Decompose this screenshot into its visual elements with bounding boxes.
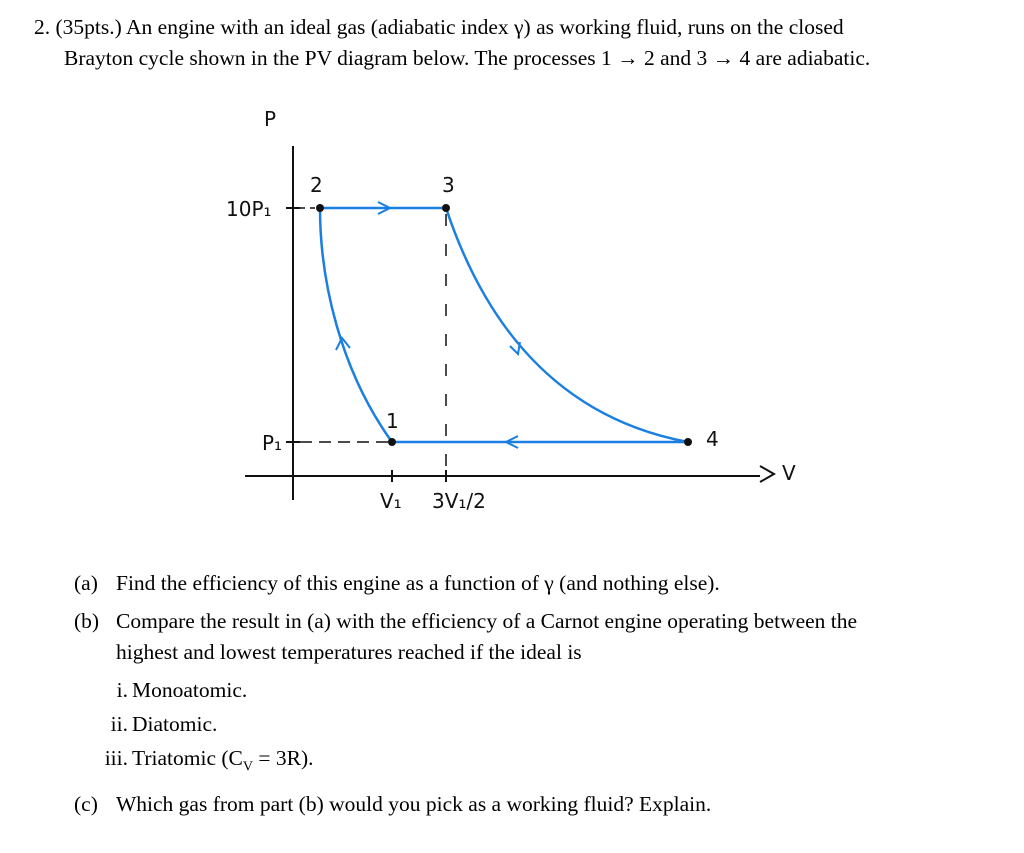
cycle-paths — [320, 202, 688, 448]
item-iii-text: Triatomic (C — [132, 746, 243, 770]
p-high-label: 10P₁ — [226, 197, 272, 221]
point-2-label: 2 — [310, 173, 323, 197]
item-ii-label: ii. — [110, 712, 128, 736]
part-b — [74, 606, 974, 668]
part-a-text: Find the efficiency of this engine as a function of γ (and nothing else). — [116, 571, 720, 595]
problem-line-1: An engine with an ideal gas (adiabatic index γ) as working fluid, runs on the closed — [126, 15, 844, 39]
part-b-text-1: Compare the result in (a) with the efficiency of a Carnot engine operating between the — [116, 609, 858, 633]
state-point-4 — [684, 438, 692, 446]
part-c — [74, 789, 974, 820]
part-c-label: (c) — [74, 792, 98, 817]
part-a — [74, 568, 974, 599]
item-ii-text: Diatomic. — [132, 712, 218, 736]
part-b-text-2: highest and lowest temperatures reached if the ideal is — [116, 640, 582, 664]
v3-label: 3V₁/2 — [432, 489, 486, 513]
item-i-text: Monoatomic. — [132, 678, 248, 702]
point-1-label: 1 — [386, 409, 399, 433]
state-point-2 — [316, 204, 324, 212]
v-axis-label: V — [782, 461, 796, 485]
item-iii-rest: = 3R). — [253, 746, 314, 770]
point-4-label: 4 — [706, 427, 719, 451]
p-low-label: P₁ — [262, 431, 283, 455]
state-point-3 — [442, 204, 450, 212]
problem-line-2: Brayton cycle shown in the PV diagram below. The processes 1 → 2 and 3 → 4 are adiabatic. — [64, 46, 871, 70]
p-axis-label: P — [264, 107, 277, 131]
process-3-4 — [446, 208, 688, 442]
problem-points: (35pts.) — [55, 15, 122, 39]
process-1-2 — [320, 208, 392, 442]
part-b-label: (b) — [74, 609, 100, 633]
item-iii-label: iii. — [104, 746, 128, 770]
part-b-item-ii — [74, 709, 974, 740]
item-i-label: i. — [116, 678, 128, 702]
point-3-label: 3 — [442, 173, 455, 197]
part-a-label: (a) — [74, 571, 98, 595]
problem-number: 2. — [34, 15, 51, 39]
v-axis-arrowhead — [760, 466, 774, 482]
v1-label: V₁ — [380, 489, 402, 513]
question-parts — [74, 568, 974, 827]
item-iii-subscript: V — [242, 759, 254, 775]
state-point-1 — [388, 438, 396, 446]
part-c-text: Which gas from part (b) would you pick as a working fluid? Explain. — [116, 792, 712, 817]
part-b-item-i — [74, 675, 974, 706]
part-b-item-iii — [74, 743, 974, 782]
